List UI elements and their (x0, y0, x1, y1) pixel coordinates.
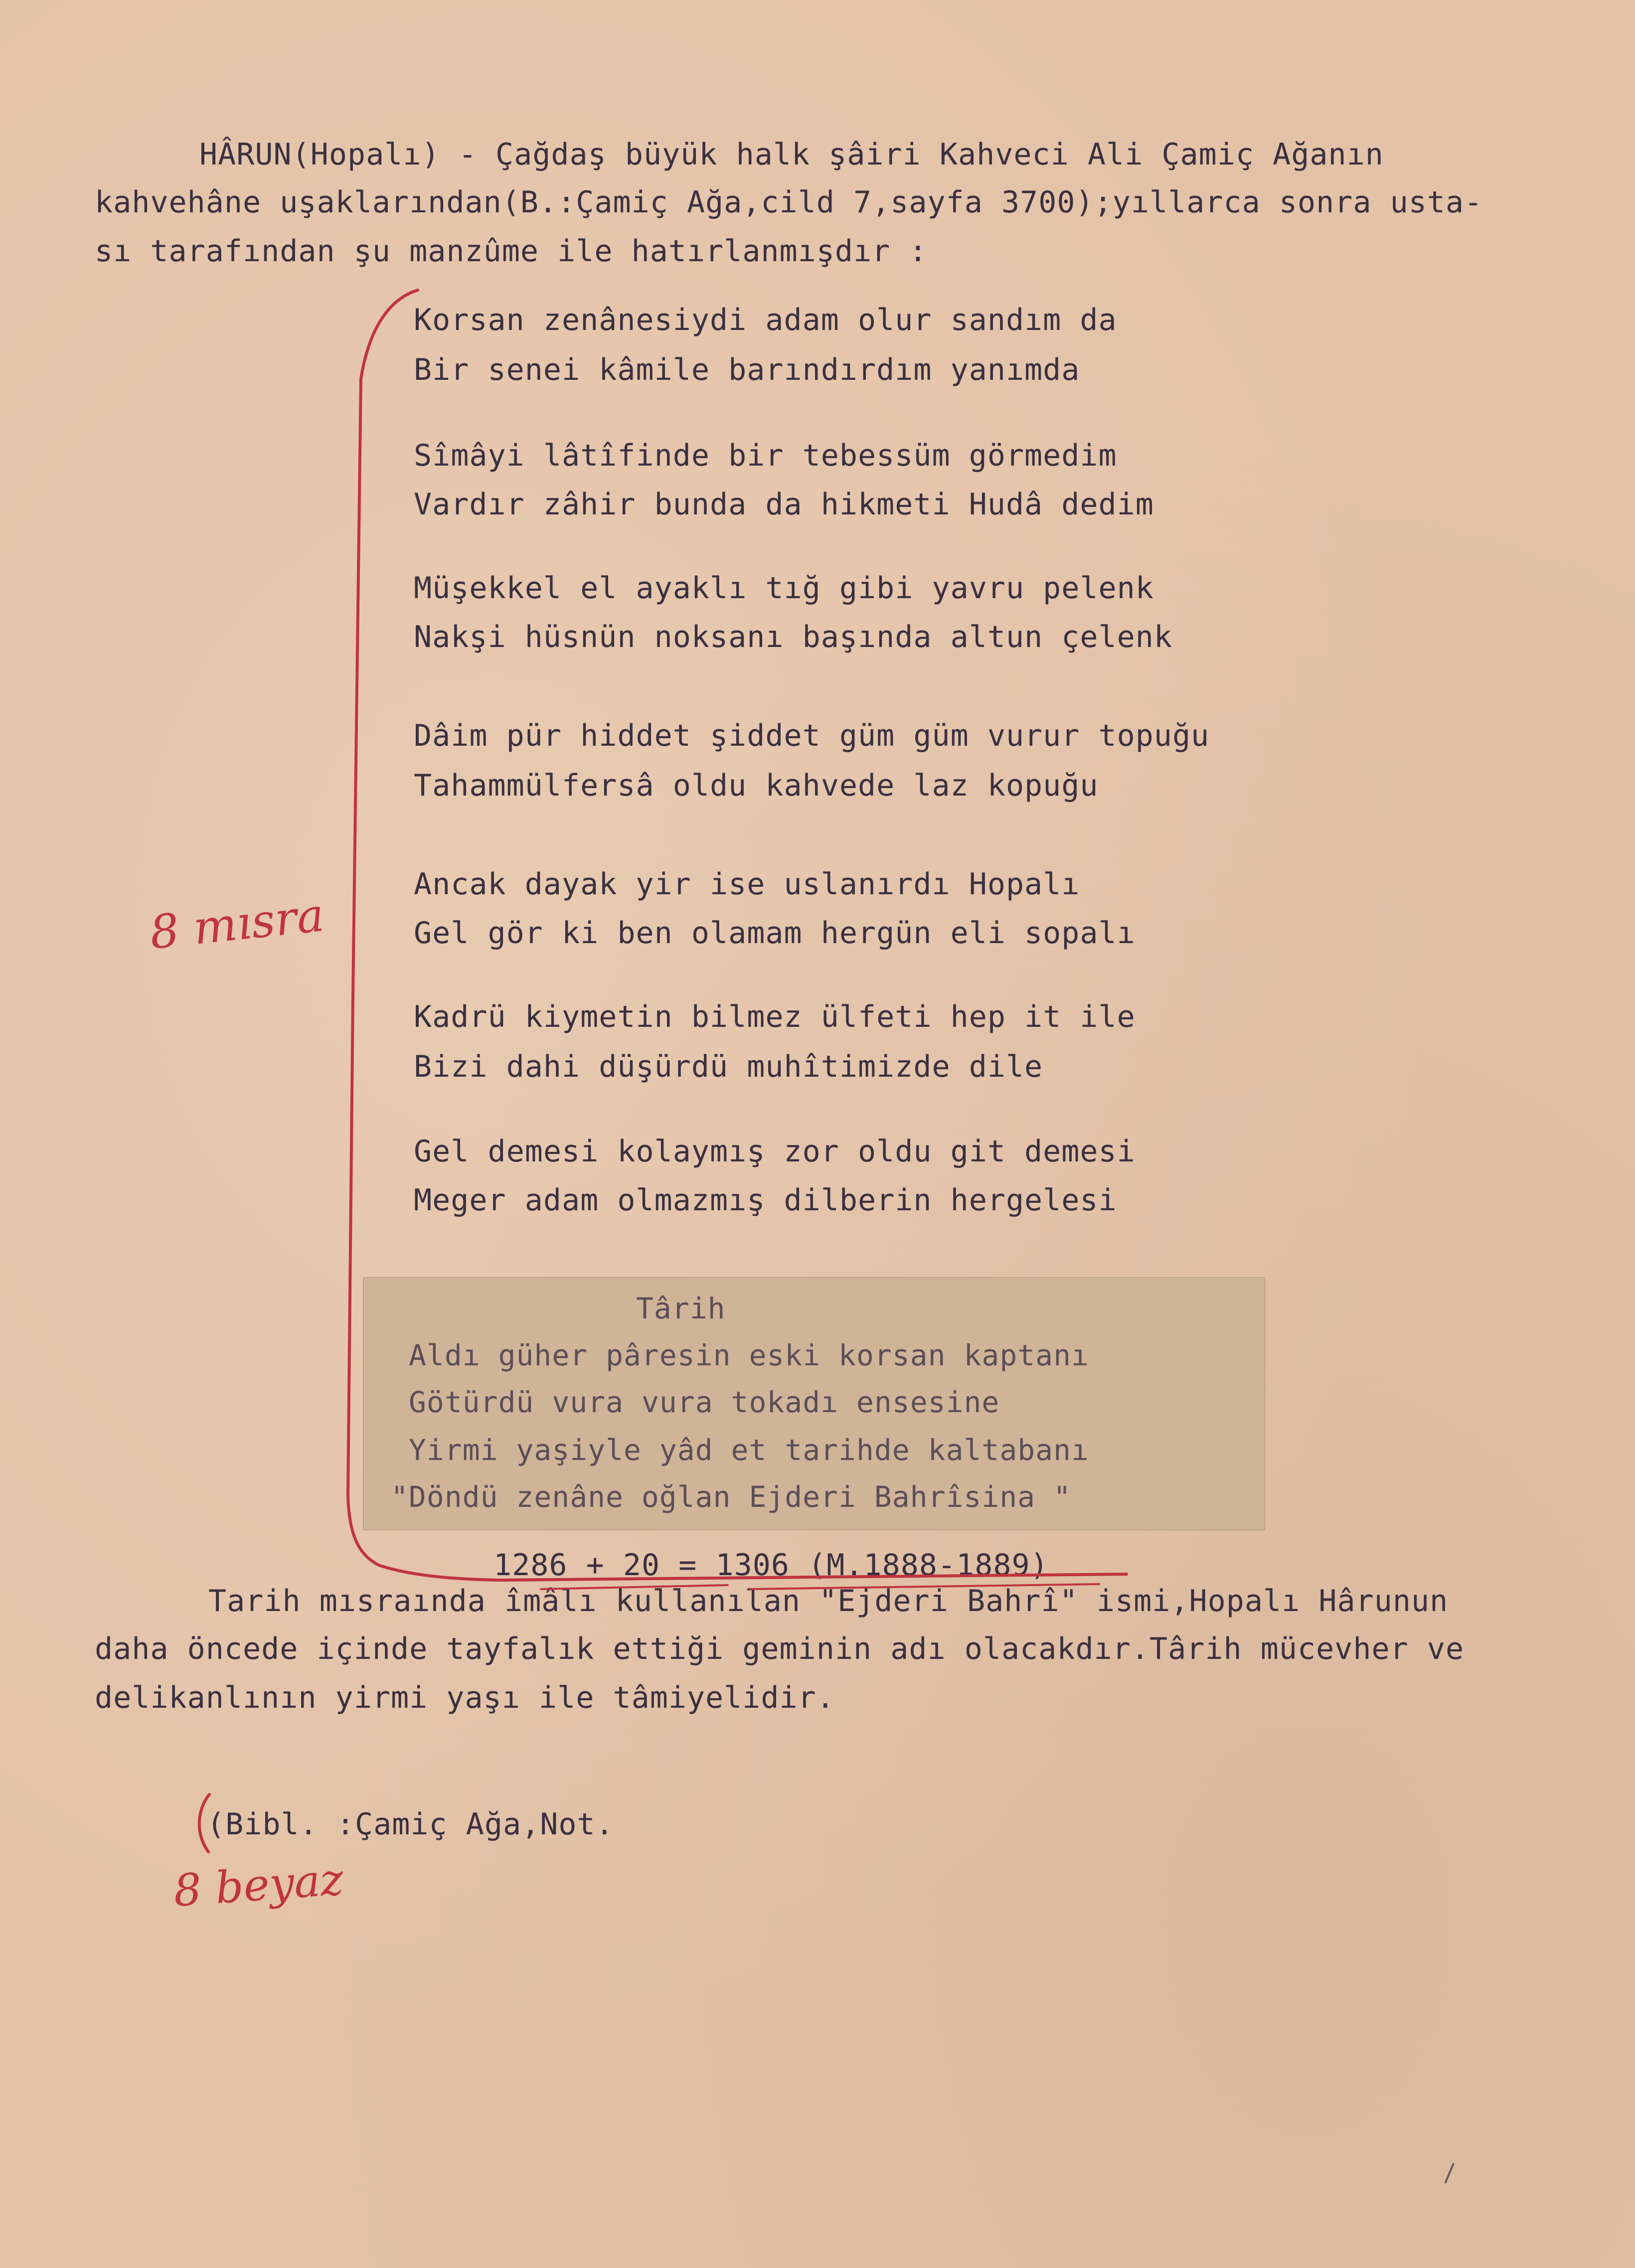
ink-speck: \ (1437, 2159, 1463, 2187)
tarih-line: Yirmi yaşiyle yâd et tarihde kaltabanı (409, 1433, 1089, 1467)
tarih-title: Târih (636, 1292, 726, 1325)
underline-stroke (541, 1585, 728, 1589)
poem-line: Gel gör ki ben olamam hergün eli sopalı (414, 916, 1136, 951)
poem-line: Gel demesi kolaymış zor oldu git demesi (414, 1134, 1136, 1169)
tarih-line: Götürdü vura vura tokadı ensesine (409, 1385, 1000, 1419)
bottom-note-handwritten: 8 beyaz (171, 1853, 345, 1917)
poem-line: Bir senei kâmile barındırdım yanımda (414, 352, 1080, 387)
poem-line: Tahammülfersâ oldu kahvede laz kopuğu (414, 768, 1099, 803)
bracket-line (348, 290, 1127, 1583)
bibliography: (Bibl. :Çamiç Ağa,Not. (207, 1807, 614, 1842)
poem-line: Sîmâyi lâtîfinde bir tebessüm görmedim (414, 438, 1117, 473)
poem-line: Kadrü kiymetin bilmez ülfeti hep it ile (414, 999, 1136, 1034)
poem-line: Vardır zâhir bunda da hikmeti Hudâ dedim (414, 487, 1154, 522)
header-line-2: kahvehâne uşaklarından(B.:Çamiç Ağa,cild 7,sayfa 3700);yıllarca sonra usta- (95, 185, 1483, 220)
poem-line: Bizi dahi düşürdü muhîtimizde dile (414, 1049, 1043, 1084)
tarih-line: Aldı güher pâresin eski korsan kaptanı (409, 1338, 1089, 1372)
poem-line: Müşekkel el ayaklı tığ gibi yavru pelenk (414, 571, 1154, 606)
bibl-paren-stroke (199, 1794, 209, 1852)
poem-line: Ancak dayak yir ise uslanırdı Hopalı (414, 867, 1080, 902)
poem-line: Nakşi hüsnün noksanı başında altun çelenk (414, 620, 1173, 654)
note-line-1: Tarih mısraında îmâlı kullanılan "Ejderi Bahrî" ismi,Hopalı Hârunun (208, 1584, 1449, 1619)
tarih-calculation: 1286 + 20 = 1306 (M.1888-1889) (493, 1548, 1049, 1583)
tarih-line: "Döndü zenâne oğlan Ejderi Bahrîsina " (391, 1480, 1071, 1514)
note-line-2: daha öncede içinde tayfalık ettiği geminin adı olacakdır.Târih mücevher ve (95, 1631, 1465, 1666)
poem-line: Meger adam olmazmış dilberin hergelesi (414, 1183, 1117, 1218)
poem-line: Korsan zenânesiydi adam olur sandım da (414, 303, 1117, 337)
note-line-3: delikanlının yirmi yaşı ile tâmiyelidir. (95, 1680, 835, 1715)
header-line-3: sı tarafından şu manzûme ile hatırlanmışdır : (95, 234, 928, 269)
header-line-1: HÂRUN(Hopalı) - Çağdaş büyük halk şâiri Kahveci Ali Çamiç Ağanın (199, 137, 1384, 172)
margin-note-handwritten: 8 mısra (147, 888, 327, 960)
underline-stroke (750, 1584, 1099, 1589)
poem-line: Dâim pür hiddet şiddet güm güm vurur topuğu (414, 718, 1210, 753)
